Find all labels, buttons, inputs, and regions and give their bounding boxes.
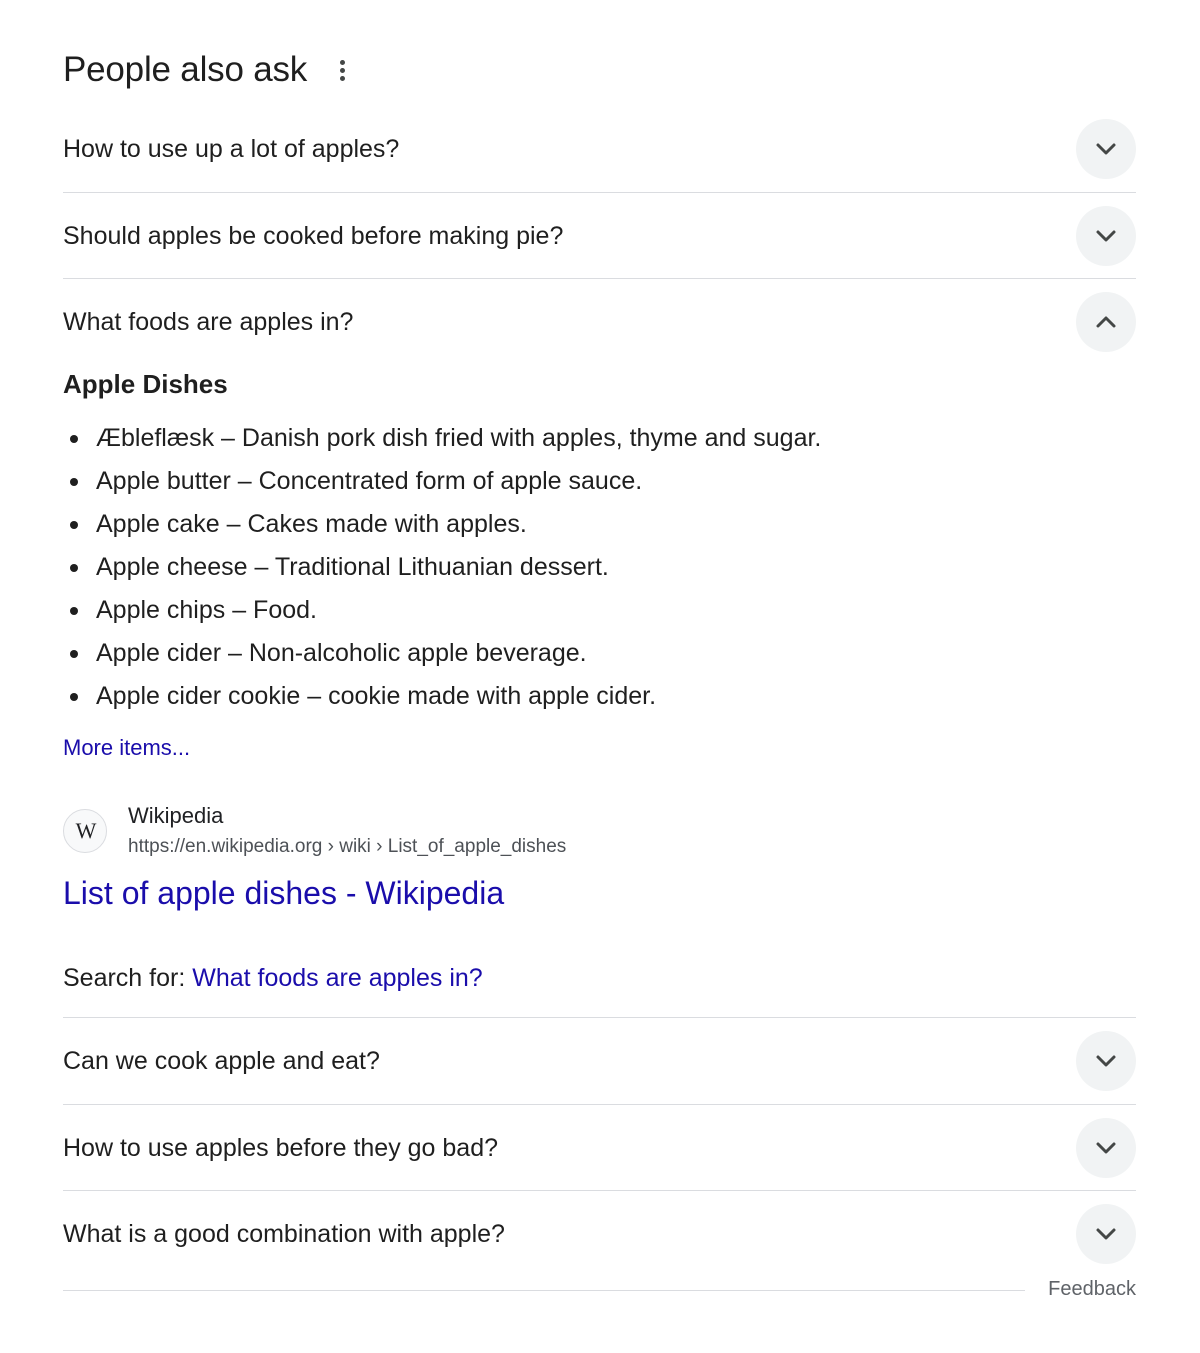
list-item: Apple cider cookie – cookie made with apple cider. [96,675,821,718]
more-items-link[interactable]: More items... [63,735,191,760]
more-vert-icon[interactable] [333,55,351,85]
list-item: Apple cider – Non-alcoholic apple beverage. [96,632,821,675]
expand-button[interactable] [1076,119,1136,179]
question-row-3[interactable] [63,279,1136,365]
chevron-down-icon [1095,1054,1117,1068]
question-text: What is a good combination with apple? [63,1220,505,1248]
site-url: https://en.wikipedia.org › wiki › List_of_apple_dishes [128,836,567,857]
question-text: Should apples be cooked before making pie? [63,222,564,250]
answer-list [63,417,821,718]
question-text: Can we cook apple and eat? [63,1047,380,1075]
collapse-button[interactable] [1076,292,1136,352]
expand-button[interactable] [1076,1031,1136,1091]
result-title-link[interactable]: List of apple dishes - Wikipedia [63,875,505,911]
chevron-down-icon [1095,229,1117,243]
chevron-up-icon [1095,315,1117,329]
chevron-down-icon [1095,142,1117,156]
list-item: Apple cake – Cakes made with apples. [96,503,821,546]
list-item: Apple cheese – Traditional Lithuanian dessert. [96,546,821,589]
question-row-5[interactable] [63,1105,1136,1191]
expand-button[interactable] [1076,1118,1136,1178]
question-text: How to use up a lot of apples? [63,135,400,163]
feedback-link[interactable]: Feedback [1048,1278,1136,1300]
list-item: Æbleflæsk – Danish pork dish fried with apples, thyme and sugar. [96,417,821,460]
search-for [63,961,483,995]
question-text: How to use apples before they go bad? [63,1134,499,1162]
paa-title: People also ask [63,50,308,89]
wikipedia-favicon-icon: W [63,809,107,853]
question-row-6[interactable] [63,1191,1136,1277]
expand-button[interactable] [1076,1204,1136,1264]
expand-button[interactable] [1076,206,1136,266]
divider [63,1290,1025,1291]
site-name: Wikipedia [128,803,224,828]
search-for-label: Search for: [63,964,186,992]
chevron-down-icon [1095,1227,1117,1241]
source-block[interactable] [63,800,566,862]
answer-title: Apple Dishes [63,369,228,399]
search-for-query-link[interactable]: What foods are apples in? [192,964,483,992]
list-item: Apple chips – Food. [96,589,821,632]
chevron-down-icon [1095,1141,1117,1155]
question-text: What foods are apples in? [63,308,354,336]
paa-header [63,0,351,96]
list-item: Apple butter – Concentrated form of apple sauce. [96,460,821,503]
source-text [128,800,566,862]
question-row-4[interactable] [63,1018,1136,1104]
question-row-1[interactable] [63,106,1136,192]
question-row-2[interactable] [63,193,1136,279]
